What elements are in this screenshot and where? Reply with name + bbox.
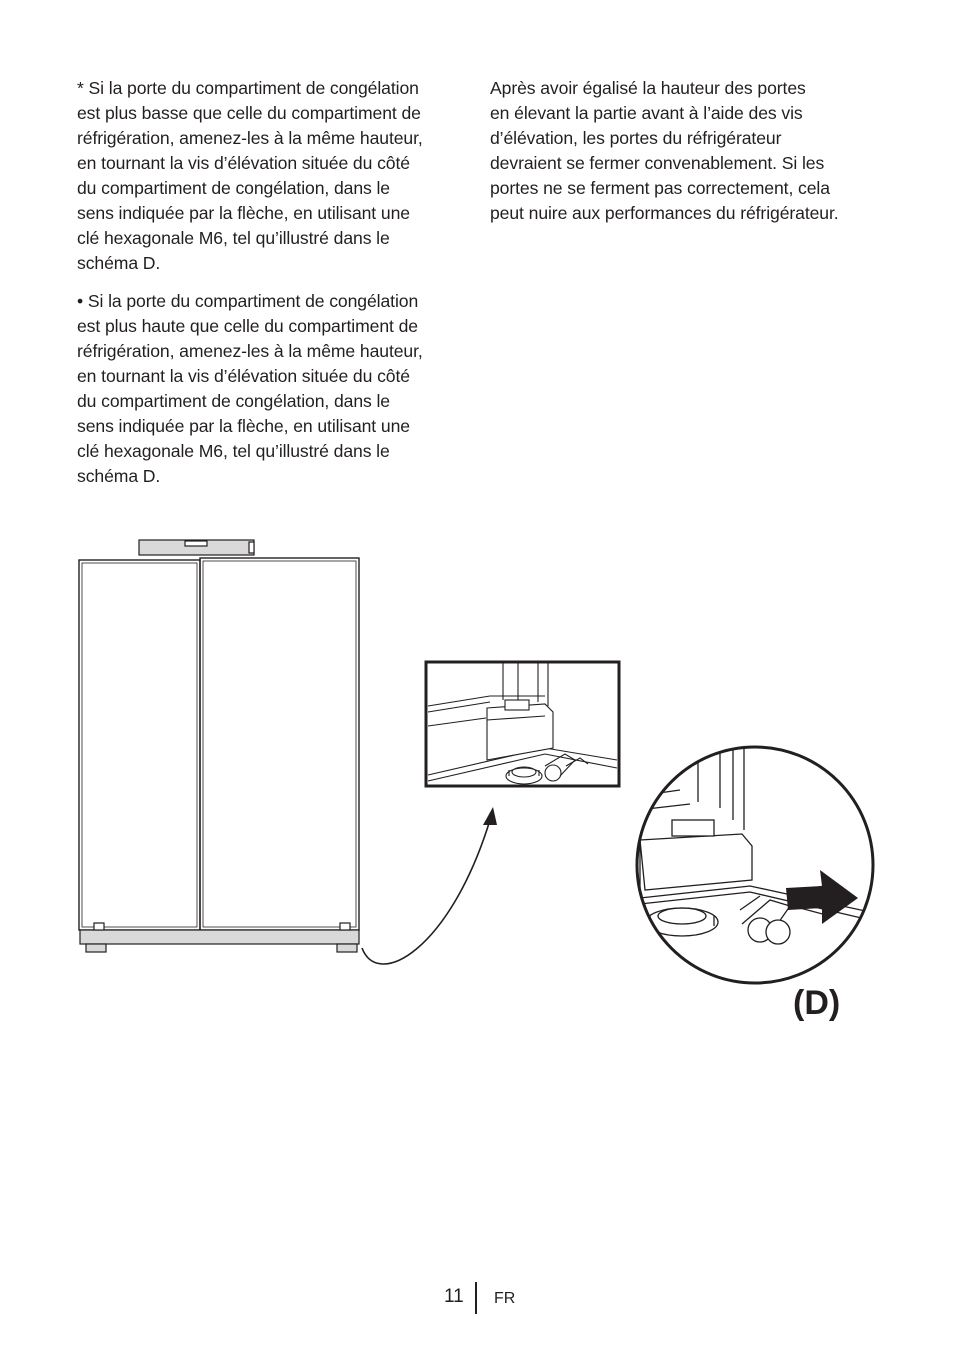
top-hinge-cover xyxy=(139,540,254,555)
page-number: 11 xyxy=(444,1286,464,1307)
instruction-paragraph-door-closing: Après avoir égalisé la hauteur des portes en élevant la partie avant à l’aide des vis d’élévation, les portes du réfrigérateur devraient se fermer convenablement. Si les portes ne se ferment pas correctement, cela peut nuire aux performances du réfrigérateur. xyxy=(490,78,839,223)
freezer-door xyxy=(79,560,200,930)
fridge-door xyxy=(200,558,359,930)
fridge-illustration xyxy=(0,520,954,1040)
instruction-paragraph-higher-door: • Si la porte du compartiment de congélation est plus haute que celle du compartiment de réfrigération, amenez-les à la même hauteur, en tournant la vis d’élévation située du côté du compartiment de congélation, dans le sens indiquée par la flèche, en utilisant une clé hexagonale M6, tel qu’illustré dans le schéma D. xyxy=(77,291,423,486)
figure-d xyxy=(0,520,954,1040)
page-footer xyxy=(0,1282,954,1318)
footer-divider xyxy=(475,1282,477,1314)
pointer-arrow xyxy=(362,807,497,964)
foot-detail-circle xyxy=(637,745,873,983)
left-text-column xyxy=(77,76,462,502)
foot-detail-square xyxy=(426,662,619,786)
right-text-column xyxy=(490,76,875,239)
instruction-paragraph-lower-door: * Si la porte du compartiment de congélation est plus basse que celle du compartiment de réfrigération, amenez-les à la même hauteur, en tournant la vis d’élévation située du côté du compartiment de congélation, dans le sens indiquée par la flèche, en utilisant une clé hexagonale M6, tel qu’illustré dans le schéma D. xyxy=(77,78,423,273)
language-code: FR xyxy=(494,1290,516,1307)
figure-label: (D) xyxy=(793,984,841,1022)
